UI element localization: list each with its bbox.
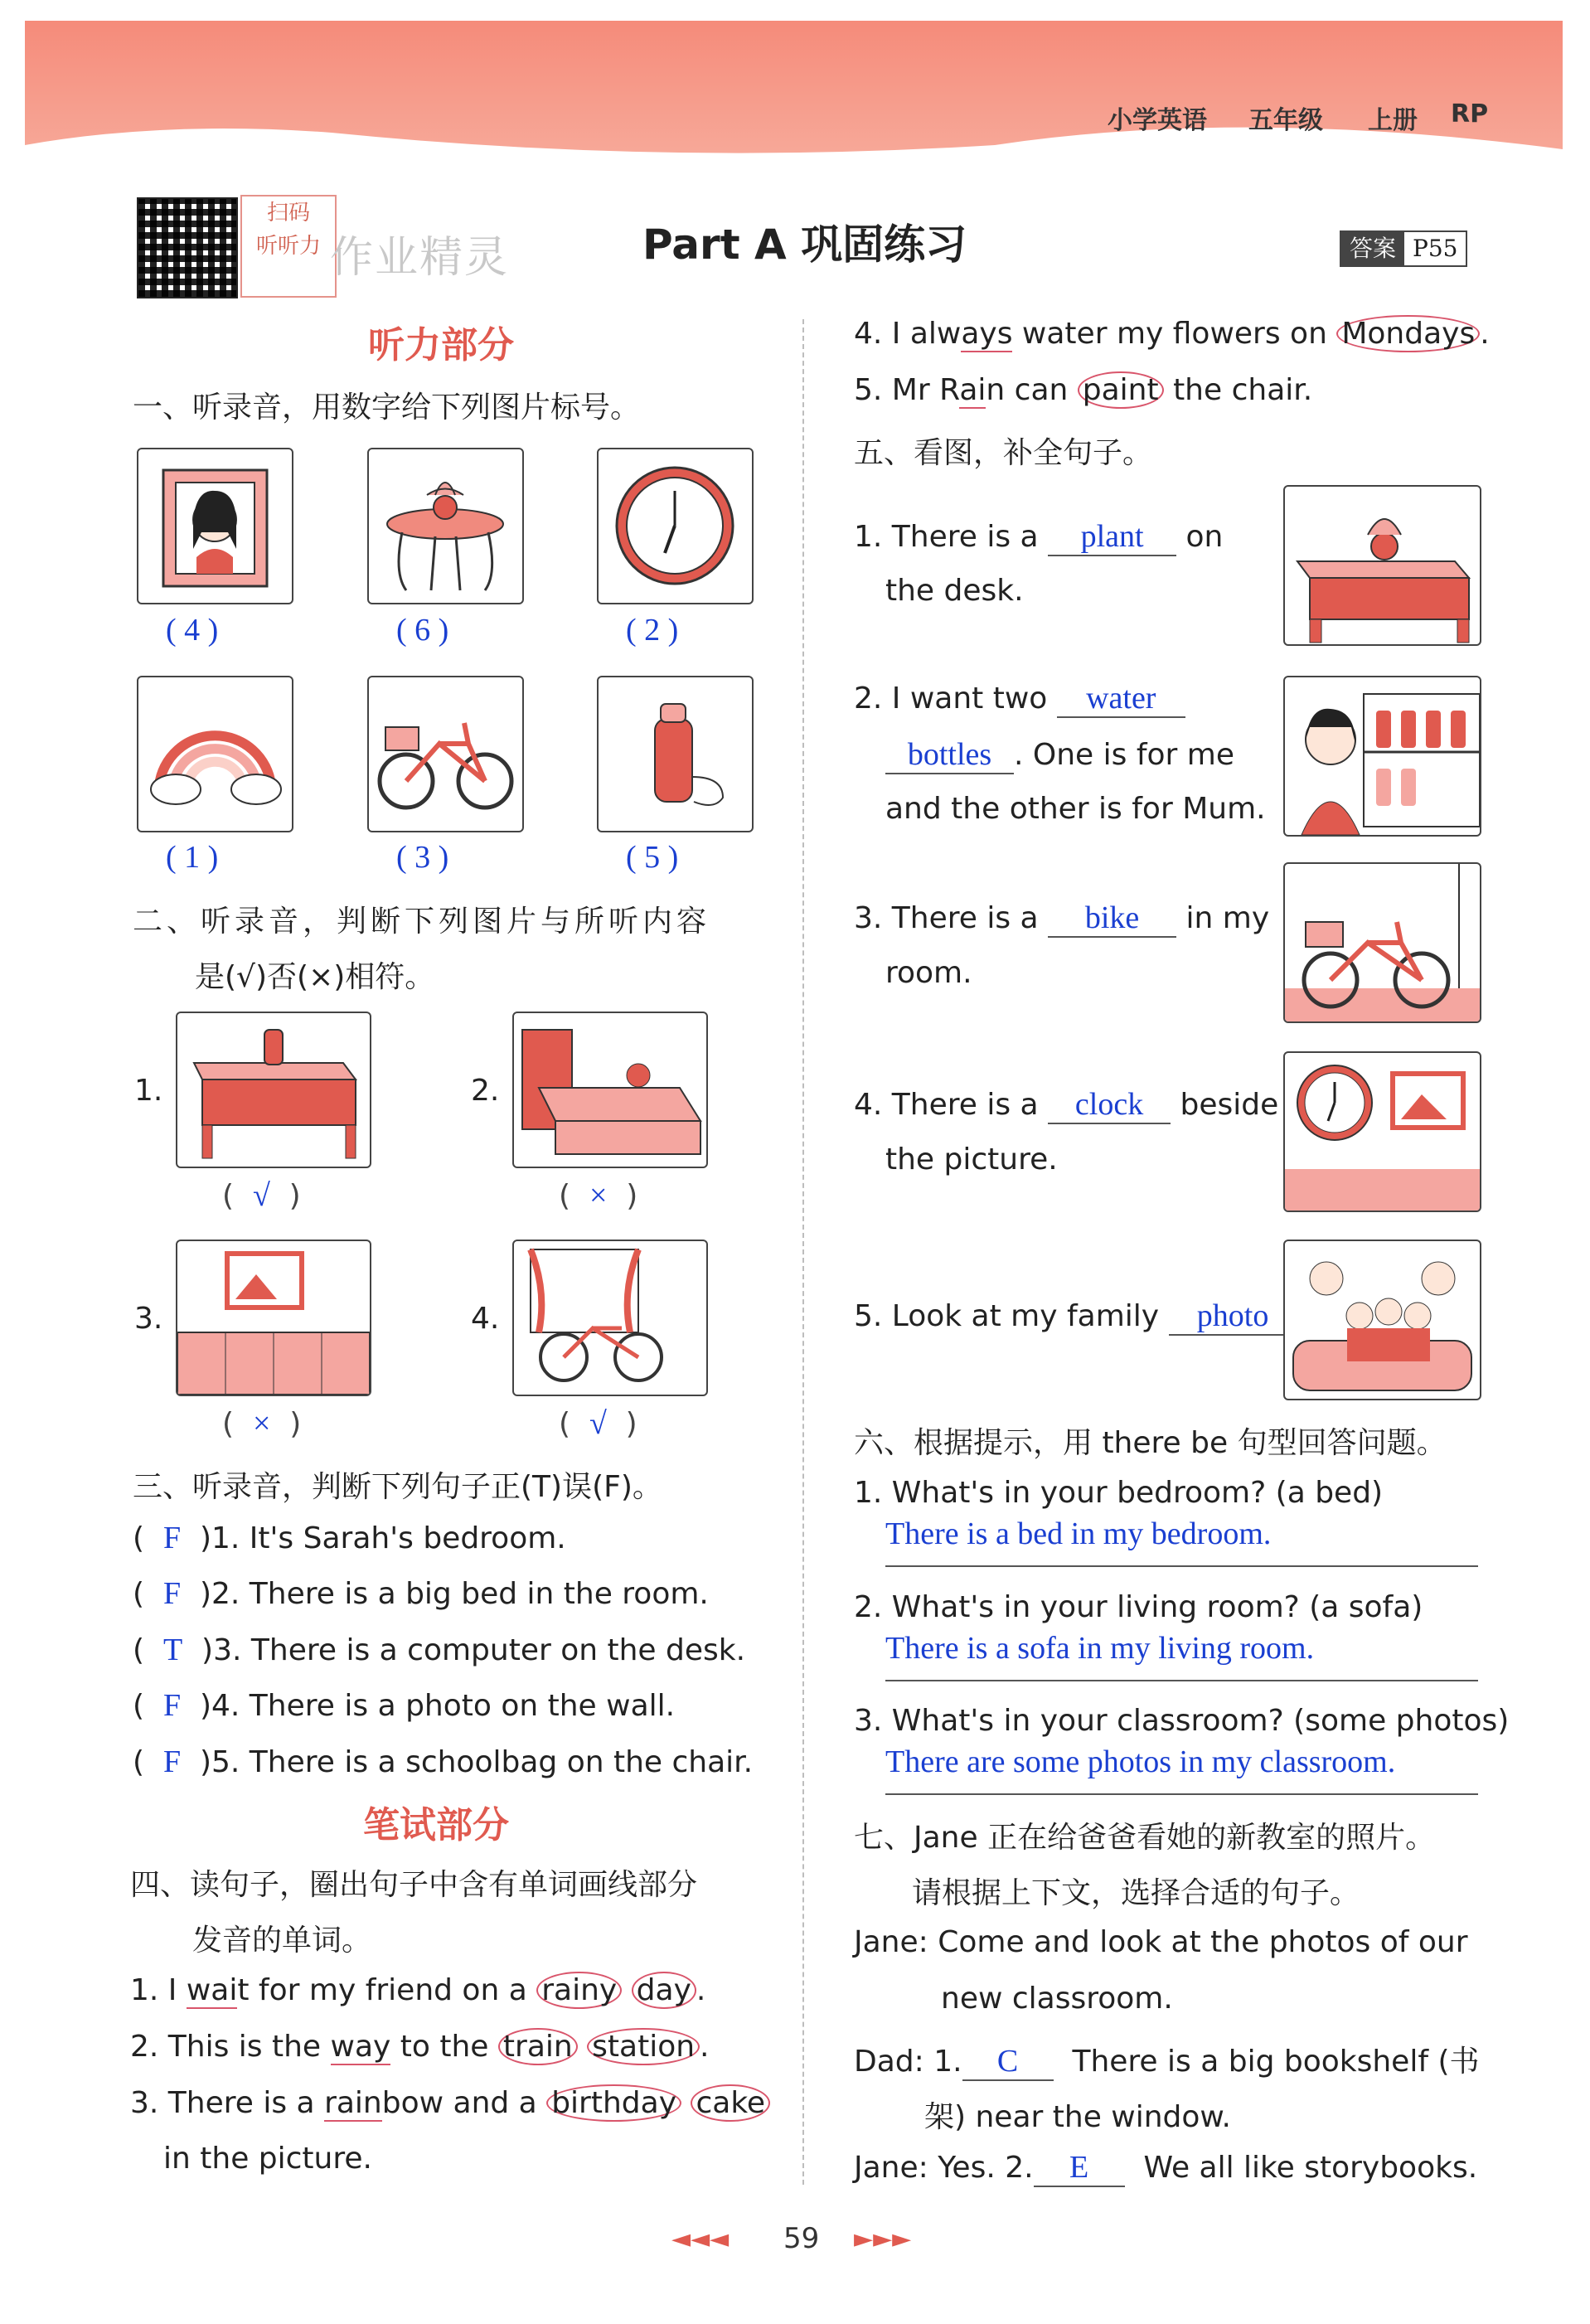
q6-question-1: 1. What's in your bedroom? (a bed) <box>854 1476 1384 1510</box>
q5-i5-answer[interactable]: photo <box>1169 1298 1297 1336</box>
q7-dialog-3 <box>854 2149 1477 2187</box>
q2-answer-4: ( √ ) <box>559 1406 637 1441</box>
q4-s3-circled-1[interactable]: birthday <box>546 2084 681 2122</box>
header-publisher: RP <box>1451 99 1489 129</box>
q7-dialog-1b: new classroom. <box>941 1982 1173 2016</box>
q3-item-3-text: )3. There is a computer on the desk. <box>201 1633 746 1667</box>
q3-item-1-text: )1. It's Sarah's bedroom. <box>199 1521 566 1555</box>
scan-listen-box[interactable] <box>240 195 337 298</box>
q5-item-2 <box>854 680 1185 718</box>
q5-i4-post: beside <box>1180 1088 1279 1122</box>
q4-s3-line2: in the picture. <box>163 2142 372 2176</box>
q6-question-3: 3. What's in your classroom? (some photos) <box>854 1704 1510 1738</box>
q5-i3-pre: 3. There is a <box>854 901 1039 935</box>
q7-dialog-2 <box>854 2038 1480 2081</box>
q5-prompt: 五、看图，补全句子。 <box>854 436 1153 470</box>
q6-answer-3: There are some photos in my classroom. <box>885 1744 1396 1779</box>
q4-prompt-line2: 发音的单词。 <box>192 1924 372 1958</box>
q5-i2-line2 <box>885 736 1234 774</box>
scan-line-1: 扫码 <box>266 201 310 226</box>
q2-pic-wall-picture <box>176 1240 371 1396</box>
pic-bike <box>367 676 524 832</box>
q5-i2-pre: 2. I want two <box>854 682 1048 716</box>
q3-item-4: ( F )4. There is a photo on the wall. <box>133 1688 676 1723</box>
q4-sentence-2 <box>130 2030 710 2064</box>
q4-s4-circled[interactable]: Mondays <box>1336 315 1480 352</box>
scan-line-2: 听听力 <box>255 234 321 259</box>
q1-answer-4 <box>166 839 218 876</box>
q6-answer-line-2[interactable] <box>885 1630 1478 1681</box>
q2-answer-3-text: × <box>252 1406 271 1441</box>
q4-s4-underlined: ays <box>961 317 1013 351</box>
q5-item-1 <box>854 518 1223 556</box>
q7-dialog-2b: 架) near the window. <box>924 2100 1232 2134</box>
q7-answer-2[interactable]: E <box>1034 2149 1125 2187</box>
q2-label-3: 3. <box>134 1302 163 1336</box>
q2-prompt-line2: 是(√)否(×)相符。 <box>195 960 435 994</box>
q5-i4-line2: the picture. <box>885 1143 1058 1177</box>
q2-answer-3: ( × ) <box>222 1406 302 1441</box>
q2-answer-4-text: √ <box>589 1406 607 1441</box>
q1-answer-2 <box>396 612 448 648</box>
q1-answer-3-text: ( 2 ) <box>626 613 679 648</box>
q4-s3-pre: 3. There is a <box>130 2086 325 2120</box>
next-arrows-icon[interactable]: ►►► <box>854 2225 912 2254</box>
q5-i4-pre: 4. There is a <box>854 1088 1039 1122</box>
q5-i3-post: in my <box>1185 901 1270 935</box>
q3-item-1: ( F )1. It's Sarah's bedroom. <box>133 1521 566 1555</box>
q4-s2-underlined: way <box>330 2030 391 2064</box>
q5-i5-pre: 5. Look at my family <box>854 1299 1160 1333</box>
q3-item-2: ( F )2. There is a big bed in the room. <box>133 1576 709 1611</box>
q7-dialog-1: Jane: Come and look at the photos of our <box>854 1925 1468 1959</box>
q5-pic-family-photo <box>1283 1240 1481 1400</box>
q7-d2-post: There is a big bookshelf (书 <box>1072 2045 1480 2079</box>
q3-item-2-answer: F <box>162 1576 182 1611</box>
q4-s1-pre: 1. I <box>130 1973 187 2007</box>
q4-s5-mid: n can <box>986 373 1078 407</box>
q1-answer-6-text: ( 5 ) <box>626 840 679 875</box>
watermark: 作业精灵 <box>330 233 510 283</box>
q7-d3-post: We all like storybooks. <box>1143 2151 1478 2185</box>
q7-prompt-line1: 七、Jane 正在给爸爸看她的新教室的照片。 <box>854 1821 1436 1855</box>
q6-prompt: 六、根据提示，用 there be 句型回答问题。 <box>854 1426 1447 1460</box>
q4-s2-mid: to the <box>390 2030 498 2064</box>
q4-s5-underlined: ai <box>959 373 986 407</box>
q2-answer-1: ( √ ) <box>222 1178 301 1213</box>
prev-arrows-icon[interactable]: ◄◄◄ <box>671 2225 730 2254</box>
q4-s2-end: . <box>700 2030 710 2064</box>
pic-water-bottle <box>597 676 754 832</box>
header-grade: 五年级 <box>1248 106 1323 135</box>
pic-rainbow <box>137 676 293 832</box>
q5-item-5 <box>854 1298 1306 1336</box>
q1-answer-5 <box>396 839 448 876</box>
q5-pic-girl-bottles <box>1283 676 1481 837</box>
q2-prompt-line1: 二、听录音，判断下列图片与所听内容 <box>133 905 711 939</box>
q7-prompt-line2: 请根据上下文，选择合适的句子。 <box>912 1876 1360 1910</box>
q4-s1-end: . <box>696 1973 706 2007</box>
q2-pic-bed-cat <box>512 1012 708 1168</box>
q2-answer-2-text: × <box>589 1178 608 1213</box>
answer-tag <box>1340 230 1467 267</box>
q5-i4-answer[interactable]: clock <box>1048 1086 1171 1124</box>
q3-item-3-answer: T <box>162 1633 183 1667</box>
q2-pic-desk-bottle <box>176 1012 371 1168</box>
pic-girl-portrait <box>137 448 293 604</box>
header-subject: 小学英语 <box>1108 106 1207 135</box>
q6-answer-2: There is a sofa in my living room. <box>885 1631 1315 1666</box>
q3-item-2-text: )2. There is a big bed in the room. <box>199 1577 709 1611</box>
q7-answer-1[interactable]: C <box>962 2043 1054 2081</box>
page-number: 59 <box>783 2222 820 2255</box>
q4-s2-pre: 2. This is the <box>130 2030 331 2064</box>
pic-table-with-plant <box>367 448 524 604</box>
q6-answer-1: There is a bed in my bedroom. <box>885 1516 1272 1551</box>
q2-label-2: 2. <box>471 1074 500 1108</box>
q5-i2-answer[interactable]: water <box>1057 680 1185 718</box>
q5-item-3 <box>854 900 1269 938</box>
page-title: Part A 巩固练习 <box>642 221 967 269</box>
q2-label-4: 4. <box>471 1302 500 1336</box>
q4-s2-circled-1[interactable]: train <box>498 2028 578 2065</box>
q3-item-3: ( T )3. There is a computer on the desk. <box>133 1633 746 1667</box>
q4-s1-mid: t for my friend on a <box>237 1973 537 2007</box>
q6-answer-line-1[interactable] <box>885 1516 1478 1567</box>
q4-s1-underlined: wai <box>186 1973 238 2007</box>
q5-i1-pre: 1. There is a <box>854 520 1039 554</box>
q1-answer-6 <box>626 839 678 876</box>
pic-clock <box>597 448 754 604</box>
answer-tag-label: 答案 <box>1341 232 1404 265</box>
q4-sentence-3 <box>130 2086 770 2120</box>
listening-header: 听力部分 <box>368 324 514 366</box>
q6-question-2: 2. What's in your living room? (a sofa) <box>854 1590 1423 1624</box>
header-band <box>0 0 1590 174</box>
qr-code-icon[interactable] <box>137 197 238 298</box>
q1-prompt: 一、听录音，用数字给下列图片标号。 <box>133 391 641 425</box>
q1-answer-3 <box>626 612 678 648</box>
column-divider <box>802 319 804 2185</box>
q4-s3-mid: bow and a <box>381 2086 547 2120</box>
q4-prompt-line1: 四、读句子，圈出句子中含有单词画线部分 <box>130 1868 698 1902</box>
q2-answer-1-text: √ <box>252 1178 270 1213</box>
q4-s4-end: . <box>1480 317 1490 351</box>
q4-s4-pre: 4. I alw <box>854 317 962 351</box>
q3-item-4-answer: F <box>162 1688 182 1723</box>
q4-s3-underlined: rain <box>324 2086 382 2120</box>
q5-i2-answer-2[interactable]: bottles <box>885 736 1014 774</box>
q4-s5-pre: 5. Mr R <box>854 373 960 407</box>
q4-s5-circled[interactable]: paint <box>1078 371 1164 409</box>
q5-i3-answer[interactable]: bike <box>1048 900 1176 938</box>
q4-s2-circled-2[interactable]: station <box>587 2028 700 2065</box>
q5-pic-bike <box>1283 862 1481 1023</box>
q5-i1-answer[interactable]: plant <box>1048 518 1176 556</box>
q2-pic-bike-room <box>512 1240 708 1396</box>
q3-prompt: 三、听录音，判断下列句子正(T)误(F)。 <box>133 1470 662 1504</box>
answer-tag-page: P55 <box>1413 235 1458 262</box>
q5-i2-post2: . One is for me <box>1014 738 1234 772</box>
header-volume: 上册 <box>1368 106 1418 135</box>
q4-s1-circled-2[interactable]: day <box>632 1972 696 2009</box>
q4-s4-mid: water my flowers on <box>1012 317 1337 351</box>
q5-item-4 <box>854 1086 1278 1124</box>
q3-item-5-text: )5. There is a schoolbag on the chair. <box>199 1745 754 1779</box>
q6-answer-line-3[interactable] <box>885 1744 1478 1795</box>
q4-s1-circled-1[interactable]: rainy <box>536 1972 622 2009</box>
q5-i3-line2: room. <box>885 956 972 990</box>
q3-item-4-text: )4. There is a photo on the wall. <box>199 1689 676 1723</box>
q4-sentence-1 <box>130 1973 705 2007</box>
q7-d2-pre: Dad: 1. <box>854 2045 962 2079</box>
q5-i2-line3: and the other is for Mum. <box>885 792 1266 826</box>
q5-i1-post: on <box>1185 520 1224 554</box>
q3-item-5-answer: F <box>162 1744 182 1779</box>
q7-d3-pre: Jane: Yes. 2. <box>854 2151 1034 2185</box>
q2-label-1: 1. <box>134 1074 163 1108</box>
written-header: 笔试部分 <box>363 1804 509 1846</box>
q1-answer-1-text: ( 4 ) <box>166 613 219 648</box>
q4-sentence-5 <box>854 373 1312 407</box>
q4-sentence-4 <box>854 317 1490 351</box>
q3-item-1-answer: F <box>162 1521 182 1555</box>
q5-pic-desk-plant <box>1283 485 1481 646</box>
q4-s3-circled-2[interactable]: cake <box>691 2084 770 2122</box>
q1-answer-1 <box>166 612 218 648</box>
q3-item-5: ( F )5. There is a schoolbag on the chair. <box>133 1744 754 1779</box>
q2-answer-2: ( × ) <box>559 1178 638 1213</box>
q1-answer-5-text: ( 3 ) <box>396 840 449 875</box>
q4-s5-end: the chair. <box>1163 373 1313 407</box>
q5-pic-clock-picture <box>1283 1051 1481 1212</box>
q1-answer-4-text: ( 1 ) <box>166 840 219 875</box>
q1-answer-2-text: ( 6 ) <box>396 613 449 648</box>
q5-i1-line2: the desk. <box>885 574 1024 608</box>
